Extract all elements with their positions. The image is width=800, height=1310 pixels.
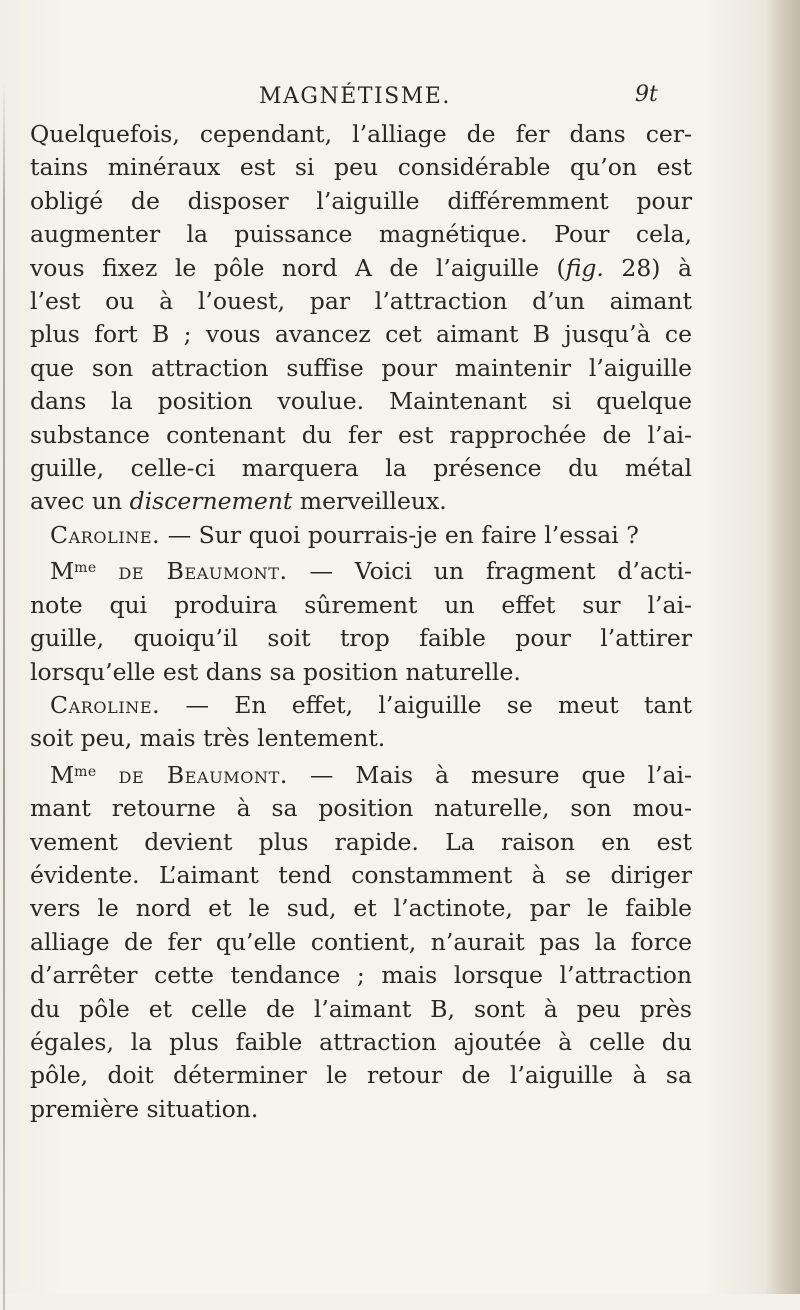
page-text: [30, 118, 692, 1126]
speaker-prefix: M: [50, 557, 75, 586]
text-line: d’arrêter cette tendance ; mais lorsque l’attraction: [30, 961, 692, 990]
text-line: mant retourne à sa position naturelle, son mou-: [30, 794, 692, 823]
dialogue-line: [30, 689, 692, 722]
text-line: alliage de fer qu’elle contient, n’aurait pas la force: [30, 927, 692, 956]
text-line: guille, quoiqu’il soit trop faible pour l’attirer: [30, 624, 692, 653]
text-line: soit peu, mais très lentement.: [30, 724, 386, 753]
text-segment: 28) à: [603, 253, 692, 282]
text-line: l’est ou à l’ouest, par l’attraction d’un aimant: [30, 287, 692, 316]
dialogue-line: [30, 756, 692, 792]
text-line: obligé de disposer l’aiguille différemment pour: [30, 186, 692, 215]
text-line: égales, la plus faible attraction ajoutée à celle du: [30, 1027, 692, 1056]
text-segment: vous fixez le pôle nord A de l’aiguille (: [30, 253, 566, 282]
emphasis: discernement: [129, 487, 293, 516]
speaker-name: de Beaumont.: [118, 557, 288, 586]
text-line: évidente. L’aimant tend constamment à se diriger: [30, 860, 692, 889]
page-header: [259, 84, 659, 116]
text-segment: avec un: [30, 487, 130, 516]
text-line: du pôle et celle de l’aimant B, sont à peu près: [30, 994, 692, 1023]
text-line: augmenter la puissance magnétique. Pour cela,: [30, 220, 692, 249]
speech-text: — Sur quoi pourrais-je en faire l’essai ?: [167, 520, 639, 549]
running-title: MAGNÉTISME.: [259, 84, 451, 109]
speaker-prefix: M: [50, 760, 75, 789]
text-line-with-figure-ref: [30, 252, 692, 285]
text-line: tains minéraux est si peu considérable qu’on est: [30, 153, 692, 182]
text-line: Quelquefois, cependant, l’alliage de fer dans cer-: [30, 120, 692, 148]
dialogue-line: [30, 519, 692, 552]
spine-shadow: [766, 0, 800, 1294]
text-line: première situation.: [30, 1094, 259, 1123]
text-line: plus fort B ; vous avancez cet aimant B jusqu’à ce: [30, 320, 692, 349]
figure-ref: fig.: [565, 253, 604, 282]
page-number: 9t: [635, 82, 658, 107]
left-margin-shadow: [3, 80, 5, 1310]
text-line: guille, celle-ci marquera la présence du métal: [30, 454, 692, 483]
speaker-abbrev: me: [74, 560, 97, 577]
text-line: lorsqu’elle est dans sa position naturelle.: [30, 657, 521, 686]
speech-text: — Voici un fragment d’acti-: [309, 557, 692, 586]
speaker-name: de Beaumont.: [118, 760, 288, 789]
text-line: vement devient plus rapide. La raison en est: [30, 827, 692, 856]
text-line: que son attraction suffise pour maintenir l’aiguille: [30, 353, 692, 382]
speaker-name: Caroline.: [50, 690, 161, 719]
text-line: dans la position voulue. Maintenant si quelque: [30, 387, 692, 416]
text-segment: merveilleux.: [292, 487, 447, 516]
text-line: pôle, doit déterminer le retour de l’aiguille à sa: [30, 1061, 692, 1090]
text-line: note qui produira sûrement un effet sur l’ai-: [30, 590, 692, 619]
text-line-with-emphasis: [30, 485, 692, 518]
dialogue-line: [30, 552, 692, 588]
speaker-name: Caroline.: [50, 520, 161, 549]
speaker-abbrev: me: [74, 763, 97, 780]
text-line: vers le nord et le sud, et l’actinote, par le faible: [30, 894, 692, 923]
text-line: substance contenant du fer est rapprochée de l’ai-: [30, 420, 692, 449]
speech-text: — Mais à mesure que l’ai-: [309, 760, 692, 789]
speech-text: — En effet, l’aiguille se meut tant: [185, 690, 692, 719]
